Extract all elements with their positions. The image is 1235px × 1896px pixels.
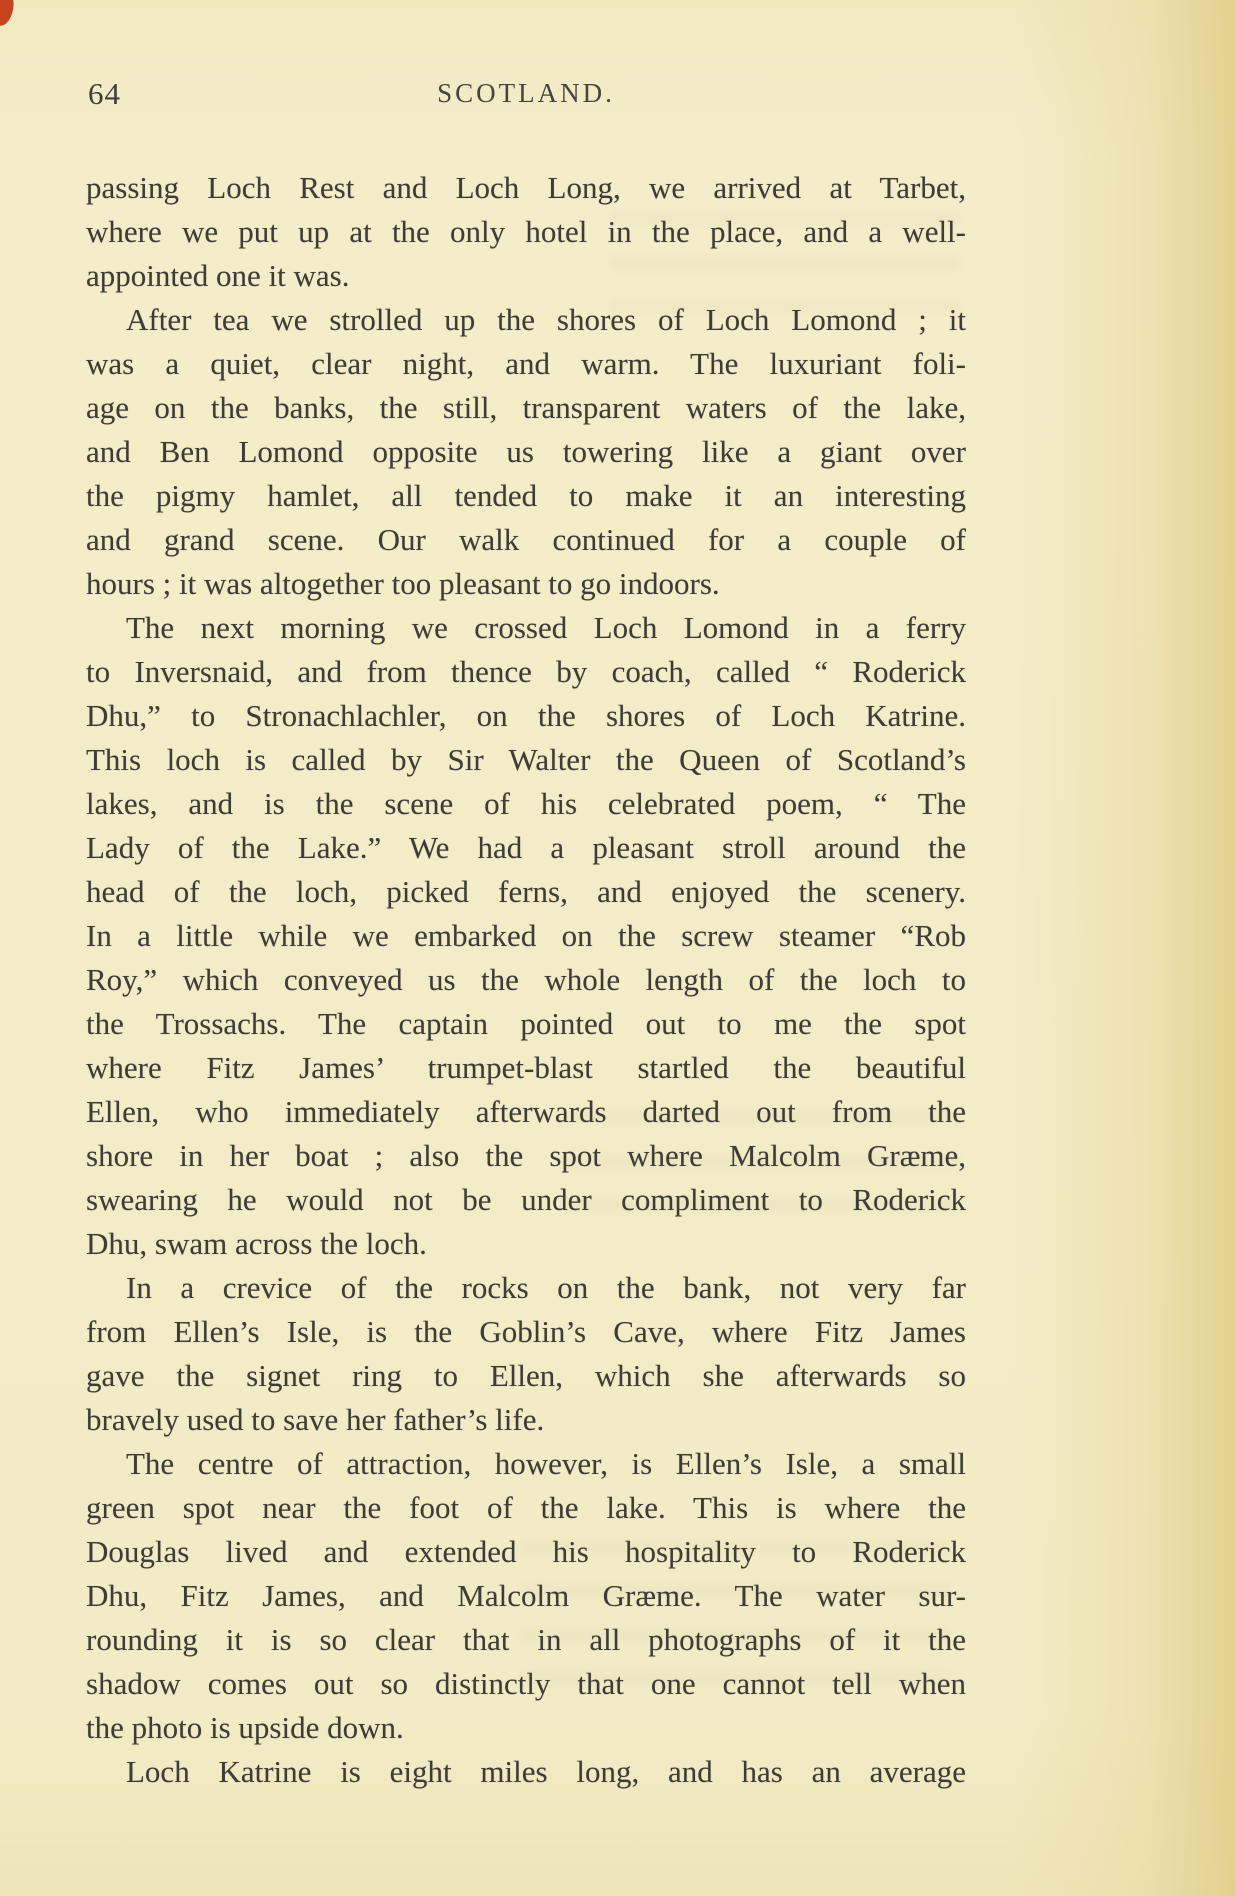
running-head-title: SCOTLAND. — [437, 78, 615, 108]
text-line: Douglas lived and extended his hospitality to Roderick — [86, 1534, 966, 1569]
text-line: In a crevice of the rocks on the bank, not very far — [126, 1270, 966, 1305]
page-number: 64 — [88, 76, 121, 111]
paragraph — [86, 1266, 966, 1442]
text-line: the pigmy hamlet, all tended to make it an interesting — [86, 478, 966, 513]
text-block — [86, 166, 966, 1794]
text-line: Ellen, who immediately afterwards darted out from the — [86, 1094, 966, 1129]
text-line: bravely used to save her father’s life. — [86, 1402, 545, 1437]
text-line: and Ben Lomond opposite us towering like a giant over — [86, 434, 966, 469]
text-line: to Inversnaid, and from thence by coach, called “ Roderick — [86, 654, 966, 689]
text-line: from Ellen’s Isle, is the Goblin’s Cave, where Fitz James — [86, 1314, 966, 1349]
text-line: shadow comes out so distinctly that one cannot tell when — [86, 1666, 966, 1701]
text-line: hours ; it was altogether too pleasant to go indoors. — [86, 566, 720, 601]
text-line: lakes, and is the scene of his celebrated poem, “ The — [86, 786, 966, 821]
paragraph — [86, 1442, 966, 1750]
text-line: gave the signet ring to Ellen, which she afterwards so — [86, 1358, 966, 1393]
text-line: Dhu, swam across the loch. — [86, 1226, 427, 1261]
text-line: The next morning we crossed Loch Lomond in a ferry — [126, 610, 966, 645]
text-line: Dhu, Fitz James, and Malcolm Græme. The water sur- — [86, 1578, 966, 1613]
text-line: shore in her boat ; also the spot where Malcolm Græme, — [86, 1138, 966, 1173]
text-line: passing Loch Rest and Loch Long, we arrived at Tarbet, — [86, 170, 966, 205]
text-line: where Fitz James’ trumpet-blast startled the beautiful — [86, 1050, 966, 1085]
text-line: age on the banks, the still, transparent waters of the lake, — [86, 390, 966, 425]
text-line: green spot near the foot of the lake. This is where the — [86, 1490, 966, 1525]
text-line: Loch Katrine is eight miles long, and has an average — [126, 1754, 966, 1789]
paragraph — [86, 1750, 966, 1794]
text-line: head of the loch, picked ferns, and enjoyed the scenery. — [86, 874, 966, 909]
text-line: and grand scene. Our walk continued for a couple of — [86, 522, 966, 557]
text-line: Roy,” which conveyed us the whole length of the loch to — [86, 962, 966, 997]
text-line: appointed one it was. — [86, 258, 350, 293]
text-line: the Trossachs. The captain pointed out to me the spot — [86, 1006, 966, 1041]
text-line: the photo is upside down. — [86, 1710, 404, 1745]
text-line: Lady of the Lake.” We had a pleasant stroll around the — [86, 830, 966, 865]
scan-artifact-red-mark — [0, 0, 15, 27]
text-line: This loch is called by Sir Walter the Queen of Scotland’s — [86, 742, 966, 777]
paragraph — [86, 606, 966, 1266]
text-line: swearing he would not be under compliment to Roderick — [86, 1182, 966, 1217]
text-line: was a quiet, clear night, and warm. The luxuriant foli- — [86, 346, 966, 381]
text-line: where we put up at the only hotel in the place, and a well- — [86, 214, 966, 249]
text-line: After tea we strolled up the shores of Loch Lomond ; it — [126, 302, 966, 337]
text-line: Dhu,” to Stronachlachler, on the shores of Loch Katrine. — [86, 698, 966, 733]
text-line: In a little while we embarked on the screw steamer “Rob — [86, 918, 966, 953]
text-line: The centre of attraction, however, is Ellen’s Isle, a small — [126, 1446, 966, 1481]
text-line: rounding it is so clear that in all photographs of it the — [86, 1622, 966, 1657]
running-header — [86, 76, 966, 116]
paragraph — [86, 298, 966, 606]
paragraph — [86, 166, 966, 298]
